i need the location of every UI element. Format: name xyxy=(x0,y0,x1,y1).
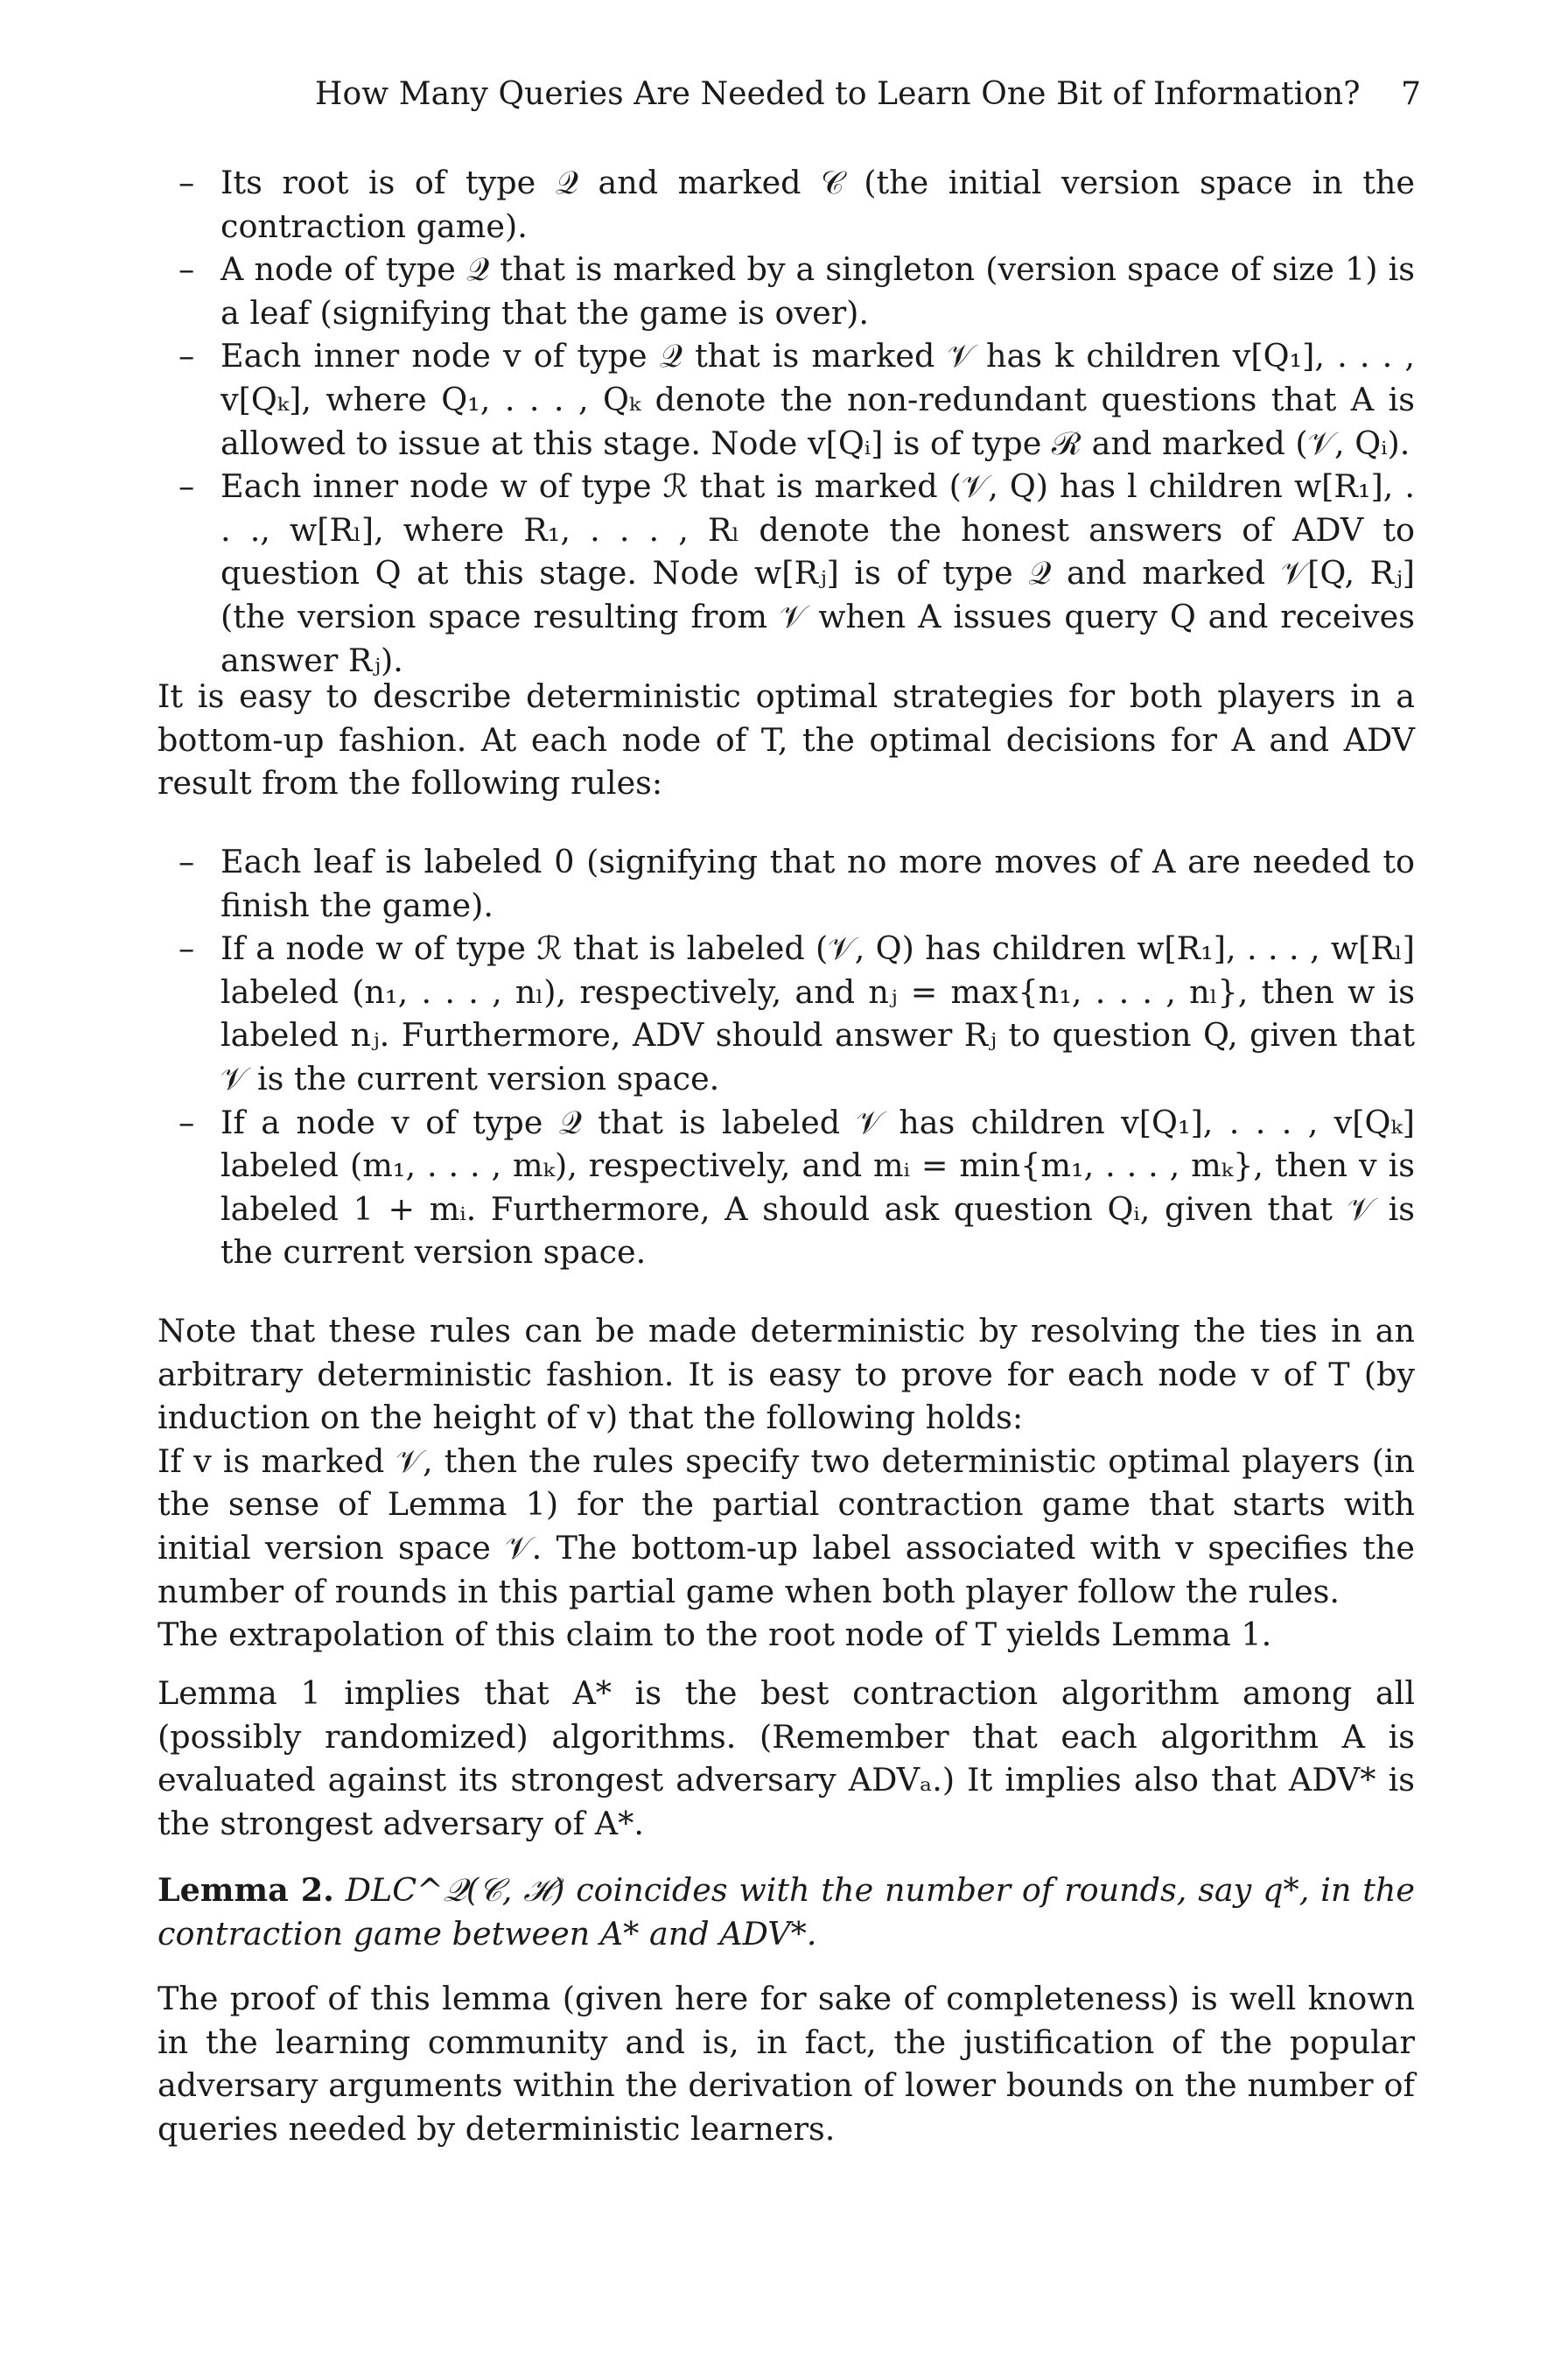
list-item xyxy=(158,161,1415,248)
lemma1-implication-paragraph xyxy=(158,1672,1415,1845)
dash-bullet: – xyxy=(178,1103,195,1141)
paragraph: Note that these rules can be made deterministic by resolving the ties in an arbitrary deterministic fashion. It is easy to prove for each node v of T (by induction on the height of v) that the following holds: xyxy=(158,1312,1415,1437)
list-item-text: Each inner node v of type 𝒬 that is marked 𝒱 has k children v[Q₁], . . . , v[Qₖ], where Q₁, . . . , Qₖ denote the non-redundant questions that A is allowed to issue at this stage. Node v[Qᵢ] is of type ℛ and marked (𝒱, Qᵢ). xyxy=(220,337,1415,462)
list-item-text: Each leaf is labeled 0 (signifying that no more moves of A are needed to finish the game). xyxy=(220,843,1415,924)
tree-definition-list xyxy=(158,161,1415,682)
dash-bullet: – xyxy=(178,250,195,289)
lemma-statement: DLC^𝒬(𝒞, ℋ) coincides with the number of rounds, say q*, in the contraction game between A* and ADV*. xyxy=(158,1871,1416,1953)
list-item xyxy=(158,334,1415,465)
running-title: How Many Queries Are Needed to Learn One Bit of Information? xyxy=(315,76,1361,112)
dash-bullet: – xyxy=(178,337,195,375)
rules-list xyxy=(158,840,1415,1274)
dash-bullet: – xyxy=(178,929,195,968)
list-item-text: If a node v of type 𝒬 that is labeled 𝒱 has children v[Q₁], . . . , v[Qₖ] labeled (m₁, . . . , mₖ), respectively, and mᵢ = min{m₁, . . . , mₖ}, then v is labeled 1 + mᵢ. Furthermore, A should ask question Qᵢ, given that 𝒱 is the current version space. xyxy=(220,1103,1415,1272)
list-item xyxy=(158,465,1415,682)
paragraph: It is easy to describe deterministic optimal strategies for both players in a bottom-up fashion. At each node of T, the optimal decisions for A and ADV result from the following rules: xyxy=(158,677,1415,803)
proof-intro-paragraph xyxy=(158,1977,1415,2150)
list-item-text: Each inner node w of type ℛ that is marked (𝒱, Q) has l children w[R₁], . . ., w[Rₗ], where R₁, . . . , Rₗ denote the honest answers of ADV to question Q at this stage. Node w[Rⱼ] is of type 𝒬 and marked 𝒱[Q, Rⱼ] (the version space resulting from 𝒱 when A issues query Q and receives answer Rⱼ). xyxy=(220,467,1415,679)
page-number: 7 xyxy=(1401,76,1421,112)
list-item xyxy=(158,840,1415,927)
paragraph: If v is marked 𝒱, then the rules specify two deterministic optimal players (in the sense of Lemma 1) for the partial contraction game that starts with initial version space 𝒱. The bottom-up label associated with v specifies the number of rounds in this partial game when both player follow the rules. xyxy=(158,1441,1415,1610)
list-item-text: Its root is of type 𝒬 and marked 𝒞 (the initial version space in the contraction game). xyxy=(220,164,1415,245)
dash-bullet: – xyxy=(178,164,195,201)
list-item xyxy=(158,927,1415,1100)
list-item xyxy=(158,248,1415,334)
paragraph: The extrapolation of this claim to the root node of T yields Lemma 1. xyxy=(158,1616,1272,1654)
lemma-heading: Lemma 2. xyxy=(158,1871,334,1909)
list-item-text: A node of type 𝒬 that is marked by a singleton (version space of size 1) is a leaf (signifying that the game is over). xyxy=(220,250,1415,332)
list-item-text: If a node w of type ℛ that is labeled (𝒱, Q) has children w[R₁], . . . , w[Rₗ] labeled (n₁, . . . , nₗ), respectively, and nⱼ = max{n₁, . . . , nₗ}, then w is labeled nⱼ. Furthermore, ADV should answer Rⱼ to question Q, given that 𝒱 is the current version space. xyxy=(220,929,1415,1097)
paragraph: The proof of this lemma (given here for sake of completeness) is well known in the learning community and is, in fact, the justification of the popular adversary arguments within the derivation of lower bounds on the number of queries needed by deterministic learners. xyxy=(158,1980,1415,2148)
lemma-2 xyxy=(158,1869,1415,1955)
list-item xyxy=(158,1101,1415,1274)
dash-bullet: – xyxy=(178,843,195,880)
strategies-paragraph xyxy=(158,675,1415,805)
induction-paragraph xyxy=(158,1309,1415,1657)
paragraph: Lemma 1 implies that A* is the best contraction algorithm among all (possibly randomized) algorithms. (Remember that each algorithm A is evaluated against its strongest adversary ADVₐ.) It implies also that ADV* is the strongest adversary of A*. xyxy=(158,1674,1415,1842)
dash-bullet: – xyxy=(178,467,195,506)
